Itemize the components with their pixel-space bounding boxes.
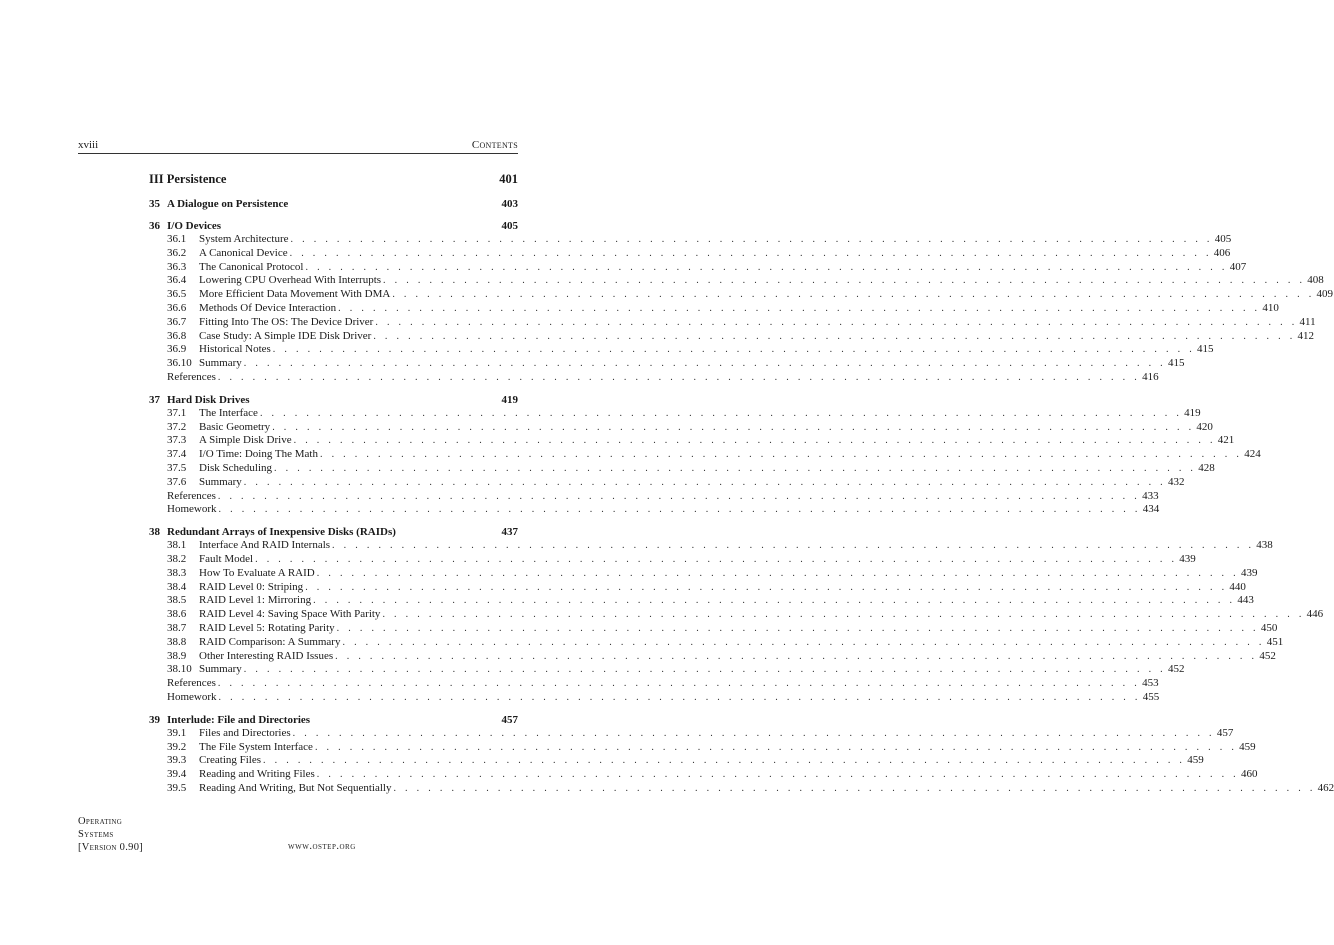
dot-leader: . . . . . . . . . . . . . . . . . . . . . . . . . . . . . . . . . . . . . . . . . . . . . . . . . . . . . . . . . . . . . . . . . . . . . . . . . . . . . . . .	[316, 769, 1239, 781]
section-title: Methods Of Device Interaction	[199, 301, 337, 314]
chapter-block	[149, 393, 1261, 517]
chapter-block	[149, 526, 1324, 705]
chapter-page: 419	[501, 393, 518, 406]
dot-leader: . . . . . . . . . . . . . . . . . . . . . . . . . . . . . . . . . . . . . . . . . . . . . . . . . . . . . . . . . . . . . . . . . . . . . . . . . . . . . . . .	[272, 421, 1195, 433]
section-number: 36.5	[167, 288, 187, 301]
dot-leader: . . . . . . . . . . . . . . . . . . . . . . . . . . . . . . . . . . . . . . . . . . . . . . . . . . . . . . . . . . . . . . . . . . . . . . . . . . . . . . . .	[243, 358, 1166, 370]
section-title: Historical Notes	[199, 343, 271, 356]
toc-entry	[149, 690, 1160, 705]
dot-leader: . . . . . . . . . . . . . . . . . . . . . . . . . . . . . . . . . . . . . . . . . . . . . . . . . . . . . . . . . . . . . . . . . . . . . . . . . . . . . . . .	[383, 275, 1306, 287]
section-title: Interface And RAID Internals	[199, 539, 331, 552]
toc-entry	[149, 635, 1284, 650]
toc-entry	[149, 301, 1279, 316]
chapter-heading	[149, 394, 518, 407]
toc-entry	[149, 329, 1315, 344]
dot-leader: . . . . . . . . . . . . . . . . . . . . . . . . . . . . . . . . . . . . . . . . . . . . . . . . . . . . . . . . . . . . . . . . . . . . . . . . . . . . . . . .	[292, 727, 1215, 739]
toc-entry	[149, 406, 1201, 421]
chapter-number: 36	[149, 220, 160, 232]
toc-entry	[149, 274, 1324, 288]
section-page: 439	[1179, 552, 1196, 565]
chapter-page: 405	[501, 220, 518, 232]
toc-entry	[149, 781, 1334, 796]
chapter-page: 437	[501, 526, 518, 539]
dot-leader: . . . . . . . . . . . . . . . . . . . . . . . . . . . . . . . . . . . . . . . . . . . . . . . . . . . . . . . . . . . . . . . . . . . . . . . . . . . . . . . .	[392, 289, 1315, 301]
part-page: 401	[499, 172, 518, 186]
toc-entry	[149, 503, 1160, 517]
section-page: 409	[1316, 288, 1334, 301]
toc-entry	[149, 677, 1159, 691]
chapter-title: I/O Devices	[167, 220, 222, 232]
chapter-heading	[149, 220, 518, 233]
section-page: 410	[1262, 301, 1279, 314]
dot-leader: . . . . . . . . . . . . . . . . . . . . . . . . . . . . . . . . . . . . . . . . . . . . . . . . . . . . . . . . . . . . . . . . . . . . . . . . . . . . . . . .	[393, 782, 1316, 794]
chapter-number: 37	[149, 393, 160, 406]
chapter-heading-left	[149, 394, 250, 407]
section-number: 38.3	[167, 566, 187, 579]
table-of-contents	[149, 170, 1334, 805]
section-number: 36.6	[167, 301, 187, 314]
toc-entry	[149, 566, 1258, 581]
section-page: 453	[1142, 677, 1159, 690]
footer-book-info	[78, 815, 143, 854]
section-number: 38.1	[167, 539, 187, 552]
section-number: 38.6	[167, 608, 187, 621]
chapter-block	[149, 713, 1334, 796]
section-title: A Simple Disk Drive	[199, 434, 292, 447]
section-title: Case Study: A Simple IDE Disk Driver	[199, 329, 372, 342]
dot-leader: . . . . . . . . . . . . . . . . . . . . . . . . . . . . . . . . . . . . . . . . . . . . . . . . . . . . . . . . . . . . . . . . . . . . . . . . . . . . . . . .	[332, 540, 1255, 552]
dot-leader: . . . . . . . . . . . . . . . . . . . . . . . . . . . . . . . . . . . . . . . . . . . . . . . . . . . . . . . . . . . . . . . . . . . . . . . . . . . . . . . .	[255, 553, 1178, 565]
toc-entry	[149, 621, 1278, 636]
dot-leader: . . . . . . . . . . . . . . . . . . . . . . . . . . . . . . . . . . . . . . . . . . . . . . . . . . . . . . . . . . . . . . . . . . . . . . . . . . . . . . . .	[243, 664, 1166, 676]
part-title: III Persistence	[149, 172, 227, 186]
section-page: 439	[1240, 566, 1258, 579]
toc-entry	[149, 539, 1273, 553]
section-number: 38.2	[167, 552, 187, 565]
section-title: Disk Scheduling	[199, 461, 273, 474]
chapter-heading	[149, 714, 518, 727]
section-title: How To Evaluate A RAID	[199, 566, 315, 579]
footer-version: [Version 0.90]	[78, 842, 144, 853]
chapter-number: 39	[149, 713, 160, 726]
section-number: 36.10	[167, 357, 192, 370]
toc-entry	[149, 740, 1256, 755]
section-title: Homework	[167, 690, 217, 703]
toc-entry	[149, 288, 1334, 302]
toc-entry	[149, 726, 1234, 741]
dot-leader: . . . . . . . . . . . . . . . . . . . . . . . . . . . . . . . . . . . . . . . . . . . . . . . . . . . . . . . . . . . . . . . . . . . . . . . . . . . . . . . .	[217, 490, 1141, 502]
section-page: 434	[1142, 503, 1160, 516]
section-title: I/O Time: Doing The Math	[199, 448, 318, 461]
section-page: 428	[1198, 461, 1215, 474]
toc-entry	[149, 448, 1261, 462]
section-number: 37.2	[167, 420, 187, 433]
section-page: 419	[1184, 406, 1201, 419]
dot-leader: . . . . . . . . . . . . . . . . . . . . . . . . . . . . . . . . . . . . . . . . . . . . . . . . . . . . . . . . . . . . . . . . . . . . . . . . . . . . . . . .	[336, 622, 1259, 634]
toc-entry	[149, 233, 1232, 247]
dot-leader: . . . . . . . . . . . . . . . . . . . . . . . . . . . . . . . . . . . . . . . . . . . . . . . . . . . . . . . . . . . . . . . . . . . . . . . . . . . . . . . .	[319, 449, 1243, 461]
section-title: Reading and Writing Files	[199, 768, 315, 781]
section-title: References	[167, 677, 216, 690]
dot-leader: . . . . . . . . . . . . . . . . . . . . . . . . . . . . . . . . . . . . . . . . . . . . . . . . . . . . . . . . . . . . . . . . . . . . . . . . . . . . . . . .	[316, 567, 1239, 579]
section-title: Fitting Into The OS: The Device Driver	[199, 315, 374, 328]
toc-entry	[149, 552, 1196, 567]
section-page: 460	[1240, 768, 1258, 781]
section-number: 37.1	[167, 406, 187, 419]
chapter-number: 38	[149, 526, 160, 539]
section-title: Summary	[199, 663, 242, 676]
chapter-title: Redundant Arrays of Inexpensive Disks (RAIDs)	[167, 526, 396, 539]
section-title: RAID Level 0: Striping	[199, 580, 304, 593]
section-title: The File System Interface	[199, 740, 313, 753]
section-title: Basic Geometry	[199, 420, 271, 433]
section-title: More Efficient Data Movement With DMA	[199, 288, 391, 301]
chapter-page: 403	[501, 198, 518, 210]
dot-leader: . . . . . . . . . . . . . . . . . . . . . . . . . . . . . . . . . . . . . . . . . . . . . . . . . . . . . . . . . . . . . . . . . . . . . . . . . . . . . . . .	[259, 407, 1183, 419]
section-page: 416	[1142, 370, 1159, 383]
dot-leader: . . . . . . . . . . . . . . . . . . . . . . . . . . . . . . . . . . . . . . . . . . . . . . . . . . . . . . . . . . . . . . . . . . . . . . . . . . . . . . . .	[305, 581, 1228, 593]
dot-leader: . . . . . . . . . . . . . . . . . . . . . . . . . . . . . . . . . . . . . . . . . . . . . . . . . . . . . . . . . . . . . . . . . . . . . . . . . . . . . . . .	[335, 650, 1258, 662]
section-title: RAID Level 5: Rotating Parity	[199, 621, 335, 634]
section-number: 38.4	[167, 580, 187, 593]
section-title: Files and Directories	[199, 726, 291, 739]
section-title: The Canonical Protocol	[199, 260, 304, 273]
toc-entry	[149, 370, 1159, 385]
dot-leader: . . . . . . . . . . . . . . . . . . . . . . . . . . . . . . . . . . . . . . . . . . . . . . . . . . . . . . . . . . . . . . . . . . . . . . . . . . . . . . . .	[373, 330, 1296, 342]
chapter-page: 457	[501, 713, 518, 726]
toc-entry	[149, 608, 1324, 622]
toc-entry	[149, 663, 1185, 677]
toc-entry	[149, 420, 1213, 435]
toc-entry	[149, 649, 1276, 664]
chapter-heading-left	[149, 198, 288, 211]
chapter-heading-left	[149, 526, 396, 539]
footer-line-1: Operating	[78, 816, 123, 827]
section-page: 405	[1214, 233, 1232, 245]
section-number: 37.6	[167, 475, 187, 488]
toc-entry	[149, 489, 1159, 504]
dot-leader: . . . . . . . . . . . . . . . . . . . . . . . . . . . . . . . . . . . . . . . . . . . . . . . . . . . . . . . . . . . . . . . . . . . . . . . . . . . . . . . .	[272, 344, 1195, 356]
page-number: xviii	[78, 139, 99, 151]
chapter-block	[149, 220, 1334, 385]
chapter-list	[149, 198, 1334, 796]
dot-leader: . . . . . . . . . . . . . . . . . . . . . . . . . . . . . . . . . . . . . . . . . . . . . . . . . . . . . . . . . . . . . . . . . . . . . . . . . . . . . . . .	[274, 462, 1197, 474]
section-number: 39.5	[167, 781, 187, 794]
section-number: 38.5	[167, 594, 187, 607]
section-title: Lowering CPU Overhead With Interrupts	[199, 274, 382, 287]
toc-entry	[149, 357, 1185, 371]
toc-entry	[149, 580, 1246, 595]
section-page: 407	[1229, 260, 1247, 273]
section-page: 406	[1213, 246, 1231, 259]
section-number: 36.9	[167, 343, 187, 356]
dot-leader: . . . . . . . . . . . . . . . . . . . . . . . . . . . . . . . . . . . . . . . . . . . . . . . . . . . . . . . . . . . . . . . . . . . . . . . . . . . . . . . .	[217, 371, 1141, 383]
section-page: 420	[1196, 420, 1213, 433]
chapter-title: Interlude: File and Directories	[167, 713, 311, 726]
section-title: RAID Comparison: A Summary	[199, 635, 341, 648]
section-title: System Architecture	[199, 233, 289, 245]
section-title: Fault Model	[199, 552, 254, 565]
section-number: 37.3	[167, 434, 187, 447]
section-number: 38.8	[167, 635, 187, 648]
dot-leader: . . . . . . . . . . . . . . . . . . . . . . . . . . . . . . . . . . . . . . . . . . . . . . . . . . . . . . . . . . . . . . . . . . . . . . . . . . . . . . . .	[289, 247, 1212, 259]
section-page: 433	[1142, 489, 1159, 502]
section-page: 412	[1297, 329, 1315, 342]
section-page: 421	[1217, 434, 1235, 447]
part-heading	[149, 170, 518, 188]
section-number: 37.5	[167, 461, 187, 474]
section-page: 432	[1167, 475, 1185, 488]
section-number: 36.2	[167, 246, 187, 259]
section-number: 36.8	[167, 329, 187, 342]
section-page: 415	[1197, 343, 1214, 356]
chapter-heading-left	[149, 220, 221, 233]
section-number: 38.9	[167, 649, 187, 662]
chapter-title: Hard Disk Drives	[167, 393, 250, 406]
running-head: Contents	[471, 139, 518, 151]
dot-leader: . . . . . . . . . . . . . . . . . . . . . . . . . . . . . . . . . . . . . . . . . . . . . . . . . . . . . . . . . . . . . . . . . . . . . . . . . . . . . . . .	[290, 234, 1213, 245]
toc-entry	[149, 461, 1215, 476]
section-page: 438	[1256, 539, 1273, 552]
page-header	[78, 137, 518, 154]
section-title: References	[167, 370, 216, 383]
toc-entry	[149, 246, 1231, 261]
dot-leader: . . . . . . . . . . . . . . . . . . . . . . . . . . . . . . . . . . . . . . . . . . . . . . . . . . . . . . . . . . . . . . . . . . . . . . . . . . . . . . . .	[217, 678, 1141, 690]
section-page: 408	[1307, 274, 1324, 287]
section-page: 443	[1237, 594, 1254, 607]
dot-leader: . . . . . . . . . . . . . . . . . . . . . . . . . . . . . . . . . . . . . . . . . . . . . . . . . . . . . . . . . . . . . . . . . . . . . . . . . . . . . . . .	[218, 504, 1141, 516]
section-number: 36.7	[167, 315, 187, 328]
section-page: 415	[1167, 357, 1185, 370]
section-page: 424	[1244, 448, 1261, 461]
toc-entry	[149, 754, 1204, 768]
section-number: 39.3	[167, 754, 187, 767]
section-title: References	[167, 489, 216, 502]
toc-entry	[149, 315, 1316, 330]
toc-entry	[149, 475, 1185, 490]
section-page: 451	[1266, 635, 1284, 648]
dot-leader: . . . . . . . . . . . . . . . . . . . . . . . . . . . . . . . . . . . . . . . . . . . . . . . . . . . . . . . . . . . . . . . . . . . . . . . . . . . . . . . .	[293, 435, 1216, 447]
chapter-heading-left	[149, 714, 310, 727]
chapter-block	[149, 198, 518, 211]
section-number: 36.1	[167, 233, 187, 245]
dot-leader: . . . . . . . . . . . . . . . . . . . . . . . . . . . . . . . . . . . . . . . . . . . . . . . . . . . . . . . . . . . . . . . . . . . . . . . . . . . . . . . .	[313, 595, 1236, 607]
section-number: 39.1	[167, 726, 187, 739]
section-title: The Interface	[199, 406, 258, 419]
section-number: 39.2	[167, 740, 187, 753]
toc-entry	[149, 594, 1254, 608]
section-page: 459	[1187, 754, 1204, 767]
dot-leader: . . . . . . . . . . . . . . . . . . . . . . . . . . . . . . . . . . . . . . . . . . . . . . . . . . . . . . . . . . . . . . . . . . . . . . . . . . . . . . . .	[314, 741, 1238, 753]
section-page: 452	[1259, 649, 1276, 662]
section-title: Reading And Writing, But Not Sequentially	[199, 781, 392, 794]
chapter-heading	[149, 526, 518, 539]
section-page: 459	[1239, 740, 1256, 753]
section-title: RAID Level 4: Saving Space With Parity	[199, 608, 381, 621]
toc-entry	[149, 768, 1258, 782]
section-title: Summary	[199, 357, 242, 370]
section-page: 450	[1260, 621, 1278, 634]
section-page: 462	[1317, 781, 1334, 794]
section-page: 411	[1299, 315, 1316, 328]
section-page: 446	[1306, 608, 1324, 621]
section-page: 440	[1229, 580, 1246, 593]
toc-entry	[149, 343, 1214, 357]
section-page: 452	[1167, 663, 1185, 676]
dot-leader: . . . . . . . . . . . . . . . . . . . . . . . . . . . . . . . . . . . . . . . . . . . . . . . . . . . . . . . . . . . . . . . . . . . . . . . . . . . . . . . .	[305, 261, 1228, 273]
dot-leader: . . . . . . . . . . . . . . . . . . . . . . . . . . . . . . . . . . . . . . . . . . . . . . . . . . . . . . . . . . . . . . . . . . . . . . . . . . . . . . . .	[338, 302, 1261, 314]
section-page: 455	[1142, 690, 1160, 703]
section-number: 39.4	[167, 768, 187, 781]
chapter-heading	[149, 198, 518, 211]
dot-leader: . . . . . . . . . . . . . . . . . . . . . . . . . . . . . . . . . . . . . . . . . . . . . . . . . . . . . . . . . . . . . . . . . . . . . . . . . . . . . . . .	[218, 691, 1141, 703]
section-number: 37.4	[167, 448, 187, 461]
footer-line-2: Systems	[78, 829, 114, 840]
section-number: 38.7	[167, 621, 187, 634]
section-title: RAID Level 1: Mirroring	[199, 594, 312, 607]
section-title: Summary	[199, 475, 242, 488]
toc-entry	[149, 260, 1247, 275]
chapter-title: A Dialogue on Persistence	[167, 198, 289, 210]
dot-leader: . . . . . . . . . . . . . . . . . . . . . . . . . . . . . . . . . . . . . . . . . . . . . . . . . . . . . . . . . . . . . . . . . . . . . . . . . . . . . . . .	[375, 316, 1298, 328]
section-title: Other Interesting RAID Issues	[199, 649, 334, 662]
section-number: 38.10	[167, 663, 192, 676]
dot-leader: . . . . . . . . . . . . . . . . . . . . . . . . . . . . . . . . . . . . . . . . . . . . . . . . . . . . . . . . . . . . . . . . . . . . . . . . . . . . . . . .	[342, 636, 1265, 648]
chapter-number: 35	[149, 198, 160, 210]
dot-leader: . . . . . . . . . . . . . . . . . . . . . . . . . . . . . . . . . . . . . . . . . . . . . . . . . . . . . . . . . . . . . . . . . . . . . . . . . . . . . . . .	[243, 476, 1166, 488]
section-title: A Canonical Device	[199, 246, 288, 259]
section-title: Homework	[167, 503, 217, 516]
section-page: 457	[1216, 726, 1234, 739]
toc-entry	[149, 434, 1235, 448]
dot-leader: . . . . . . . . . . . . . . . . . . . . . . . . . . . . . . . . . . . . . . . . . . . . . . . . . . . . . . . . . . . . . . . . . . . . . . . . . . . . . . . .	[382, 609, 1305, 621]
section-title: Creating Files	[199, 754, 262, 767]
dot-leader: . . . . . . . . . . . . . . . . . . . . . . . . . . . . . . . . . . . . . . . . . . . . . . . . . . . . . . . . . . . . . . . . . . . . . . . . . . . . . . . .	[263, 755, 1186, 767]
footer-url: www.ostep.org	[288, 841, 356, 852]
section-number: 36.4	[167, 274, 187, 287]
section-number: 36.3	[167, 260, 187, 273]
